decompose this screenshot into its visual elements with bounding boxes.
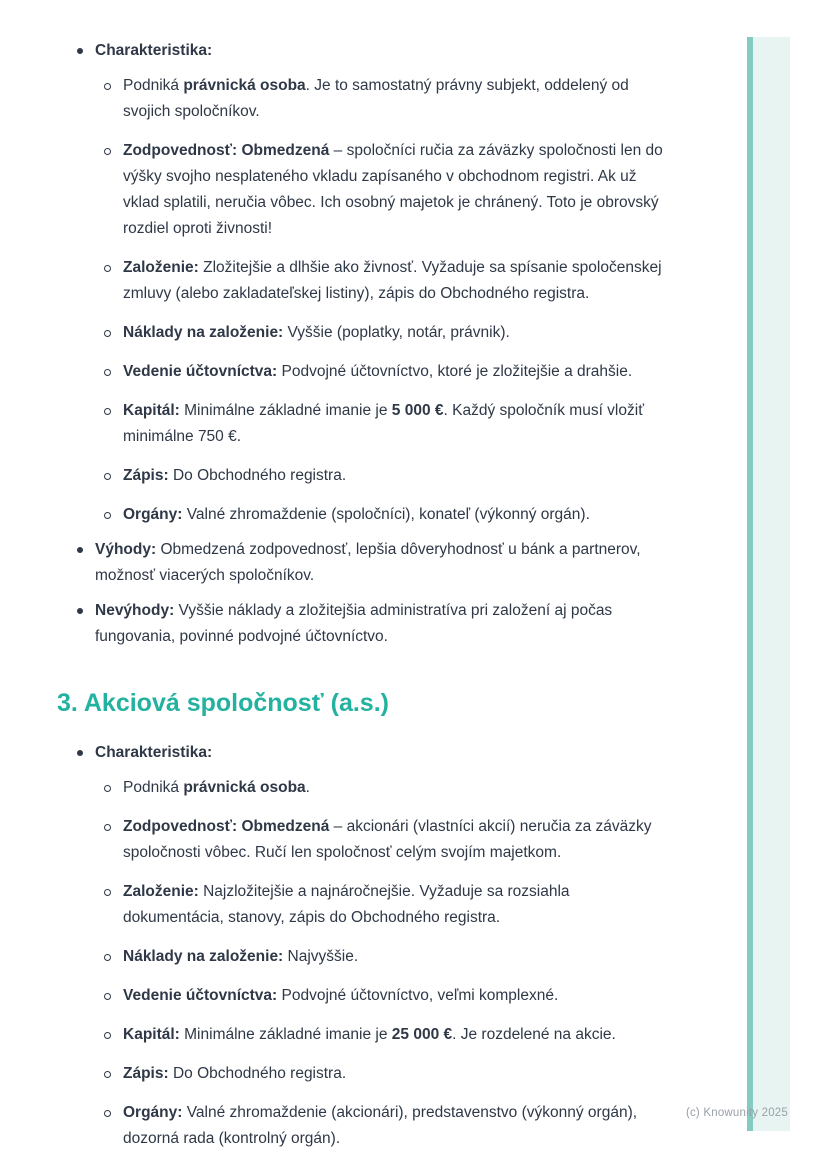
text-segment: Podvojné účtovníctvo, veľmi komplexné. [277,987,559,1004]
text-segment: . [305,779,310,796]
page-edge-accent-strip [747,37,753,1131]
bold-text-segment: Charakteristika: [95,744,213,761]
bold-text-segment: Založenie: [123,259,199,276]
sub-bullet-list [95,73,669,528]
bold-text-segment: 25 000 € [391,1026,453,1043]
bold-text-segment: Nevýhody: [95,602,175,619]
bold-text-segment: Vedenie účtovníctva: [123,363,278,380]
text-segment: – spoločníci ručia za záväzky spoločnosti len do výšky svojho nesplateného vkladu zapísaného v obchodnom registri. Ak už vklad splatili, neručia vôbec. Ich osobný majetok je chránený. Toto je obrovský rozdiel oproti živnosti! [123,142,663,237]
text-segment: . Je to samostatný právny subjekt, oddelený od svojich spoločníkov. [123,77,629,120]
page-edge-highlight-bar [747,37,790,1131]
text-segment: Najzložitejšie a najnáročnejšie. Vyžaduje sa rozsiahla dokumentácia, stanovy, zápis do Obchodného registra. [123,883,570,926]
bold-text-segment: Vedenie účtovníctva: [123,987,278,1004]
text-segment: Najvyššie. [283,948,359,965]
bullet-list [57,740,669,1152]
text-segment: . Každý spoločník musí vložiť minimálne 750 €. [123,402,645,445]
sub-bullet-list [95,775,669,1152]
bold-text-segment: Orgány: [123,506,183,523]
text-segment: Vyššie (poplatky, notár, právnik). [283,324,510,341]
list-item [95,398,669,450]
text-segment: – akcionári (vlastníci akcií) neručia za záväzky spoločnosti vôbec. Ručí len spoločnosť celým svojím majetkom. [123,818,652,861]
bold-text-segment: Kapitál: [123,1026,180,1043]
list-item [95,1100,669,1152]
list-item [57,598,669,650]
text-segment: Podvojné účtovníctvo, ktoré je zložitejšie a drahšie. [277,363,633,380]
list-item [95,73,669,125]
list-item [95,983,669,1009]
list-item [95,463,669,489]
list-item [95,359,669,385]
bold-text-segment: Zodpovednosť: Obmedzená [123,818,330,835]
bold-text-segment: Náklady na založenie: [123,324,284,341]
watermark-credit: (c) Knowunity 2025 [685,1107,788,1119]
list-item [95,1022,669,1048]
list-item [95,944,669,970]
text-segment: Podniká [123,779,184,796]
text-segment: Zložitejšie a dlhšie ako živnosť. Vyžaduje sa spísanie spoločenskej zmluvy (alebo zakladateľskej listiny), zápis do Obchodného registra. [123,259,662,302]
bold-text-segment: Náklady na založenie: [123,948,284,965]
section-heading: 3. Akciová spoločnosť (a.s.) [57,689,389,717]
text-segment: Do Obchodného registra. [168,467,347,484]
text-segment: Podniká [123,77,184,94]
bold-text-segment: právnická osoba [183,77,306,94]
text-segment: Valné zhromaždenie (akcionári), predstavenstvo (výkonný orgán), dozorná rada (kontrolný orgán). [123,1104,638,1147]
bold-text-segment: Výhody: [95,541,157,558]
list-item [95,1061,669,1087]
bold-text-segment: Kapitál: [123,402,180,419]
text-segment: Vyššie náklady a zložitejšia administratíva pri založení aj počas fungovania, povinné podvojné účtovníctvo. [95,602,613,645]
bullet-list [57,38,669,650]
bold-text-segment: Založenie: [123,883,199,900]
list-item [95,879,669,931]
bold-text-segment: Orgány: [123,1104,183,1121]
list-item [95,814,669,866]
text-segment: Minimálne základné imanie je [179,402,392,419]
list-item [95,775,669,801]
list-item [95,138,669,242]
text-segment: Do Obchodného registra. [168,1065,347,1082]
document-body [57,38,669,1152]
text-segment: Obmedzená zodpovednosť, lepšia dôveryhodnosť u bánk a partnerov, možnosť viacerých spoločníkov. [95,541,641,584]
bold-text-segment: Charakteristika: [95,42,213,59]
text-segment: Minimálne základné imanie je [179,1026,392,1043]
list-item [95,320,669,346]
list-item [57,537,669,589]
bold-text-segment: Zodpovednosť: Obmedzená [123,142,330,159]
bold-text-segment: Zápis: [123,467,169,484]
text-segment: Valné zhromaždenie (spoločníci), konateľ (výkonný orgán). [182,506,590,523]
text-segment: . Je rozdelené na akcie. [452,1026,616,1043]
bold-text-segment: právnická osoba [183,779,306,796]
list-item [57,38,669,528]
bold-text-segment: Zápis: [123,1065,169,1082]
list-item [95,255,669,307]
list-item [95,502,669,528]
list-item [57,740,669,1152]
bold-text-segment: 5 000 € [391,402,444,419]
